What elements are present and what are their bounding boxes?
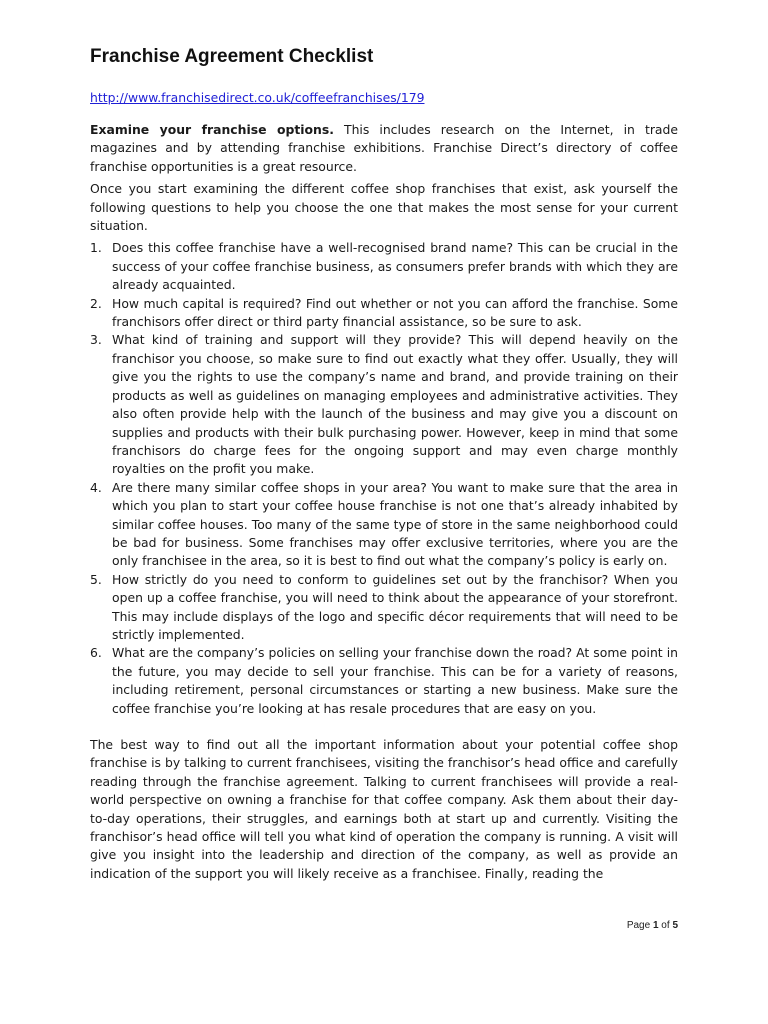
question-text: How much capital is required? Find out whether or not you can afford the franchise. Some franchisors offer direct or third party financial assistance, so be sure to ask. xyxy=(112,295,678,330)
question-text: What are the company’s policies on selling your franchise down the road? At some point in the future, you may decide to sell your franchise. This can be for a variety of reasons, including retirement, personal circumstances or starting a new business. Make sure the coffee franchise you’re looking at has resale procedures that are easy on you. xyxy=(112,645,678,716)
page-of-label: of xyxy=(658,920,673,931)
question-number: 4. xyxy=(90,479,102,495)
question-text: What kind of training and support will they provide? This will depend heavily on the franchisor you choose, so make sure to find out exactly what they offer. Usually, they will give you the rights to use the company’s name and brand, and provide training on their products as well as guidelines on managing employees and administrative activities. They also often provide help with the launch of the business and may give you a discount on supplies and products with their bulk purchasing power. However, keep in mind that some franchisors do charge fees for the ongoing support and may even charge monthly royalties on the profit you make. xyxy=(112,332,678,477)
question-number: 3. xyxy=(90,332,102,348)
question-item xyxy=(90,239,678,294)
source-link[interactable]: http://www.franchisedirect.co.uk/coffeefranchises/179 xyxy=(90,90,425,105)
question-item xyxy=(90,571,678,645)
page-footer xyxy=(627,920,678,931)
question-item xyxy=(90,644,678,718)
intro-text: This includes research on the Internet, in trade magazines and by attending franchise exhibitions. Franchise Direct’s directory of coffee franchise opportunities is a great resource. xyxy=(90,122,679,174)
question-number: 1. xyxy=(90,240,102,256)
question-text: Are there many similar coffee shops in your area? You want to make sure that the area in which you plan to start your coffee house franchise is not one that’s already inhabited by similar coffee houses. Too many of the same type of store in the same neighborhood could be bad for business. Some franchises may offer exclusive territories, where you are the only franchisee in the area, so it is best to find out what the company’s policy is early on. xyxy=(112,479,678,569)
lead-paragraph: Once you start examining the different coffee shop franchises that exist, ask yourself the following questions to help you choose the one that makes the most sense for your current situation. xyxy=(90,181,678,234)
page-title: Franchise Agreement Checklist xyxy=(90,46,374,67)
intro-paragraph xyxy=(90,121,678,176)
intro-heading: Examine your franchise options. xyxy=(90,122,334,137)
question-item xyxy=(90,479,678,571)
question-text: How strictly do you need to conform to guidelines set out by the franchisor? When you open up a coffee franchise, you will need to think about the appearance of your storefront. This may include displays of the logo and specific décor requirements that will need to be strictly implemented. xyxy=(112,571,678,642)
page-current: 1 xyxy=(652,920,659,931)
closing-paragraph: The best way to find out all the important information about your potential coffee shop franchise is by talking to current franchisees, visiting the franchisor’s head office and carefully reading through the franchise agreement. Talking to current franchisees will provide a real-world perspective on owning a franchise for that coffee company. Ask them about their day-to-day operations, their struggles, and earnings both at start up and currently. Visiting the franchisor’s head office will tell you what kind of operation the company is running. A visit will give you insight into the leadership and direction of the company, as well as provide an indication of the support you will likely receive as a franchisee. Finally, reading the xyxy=(90,737,678,881)
question-number: 5. xyxy=(90,571,102,587)
question-item xyxy=(90,295,678,332)
question-item xyxy=(90,331,678,478)
question-number: 2. xyxy=(90,295,102,311)
question-list xyxy=(90,239,678,718)
page-total: 5 xyxy=(672,920,678,931)
question-number: 6. xyxy=(90,645,102,661)
page-label: Page xyxy=(626,920,653,931)
document-body xyxy=(90,121,678,887)
question-text: Does this coffee franchise have a well-recognised brand name? This can be crucial in the success of your coffee franchise business, as consumers prefer brands with which they are already acquainted. xyxy=(112,240,678,293)
